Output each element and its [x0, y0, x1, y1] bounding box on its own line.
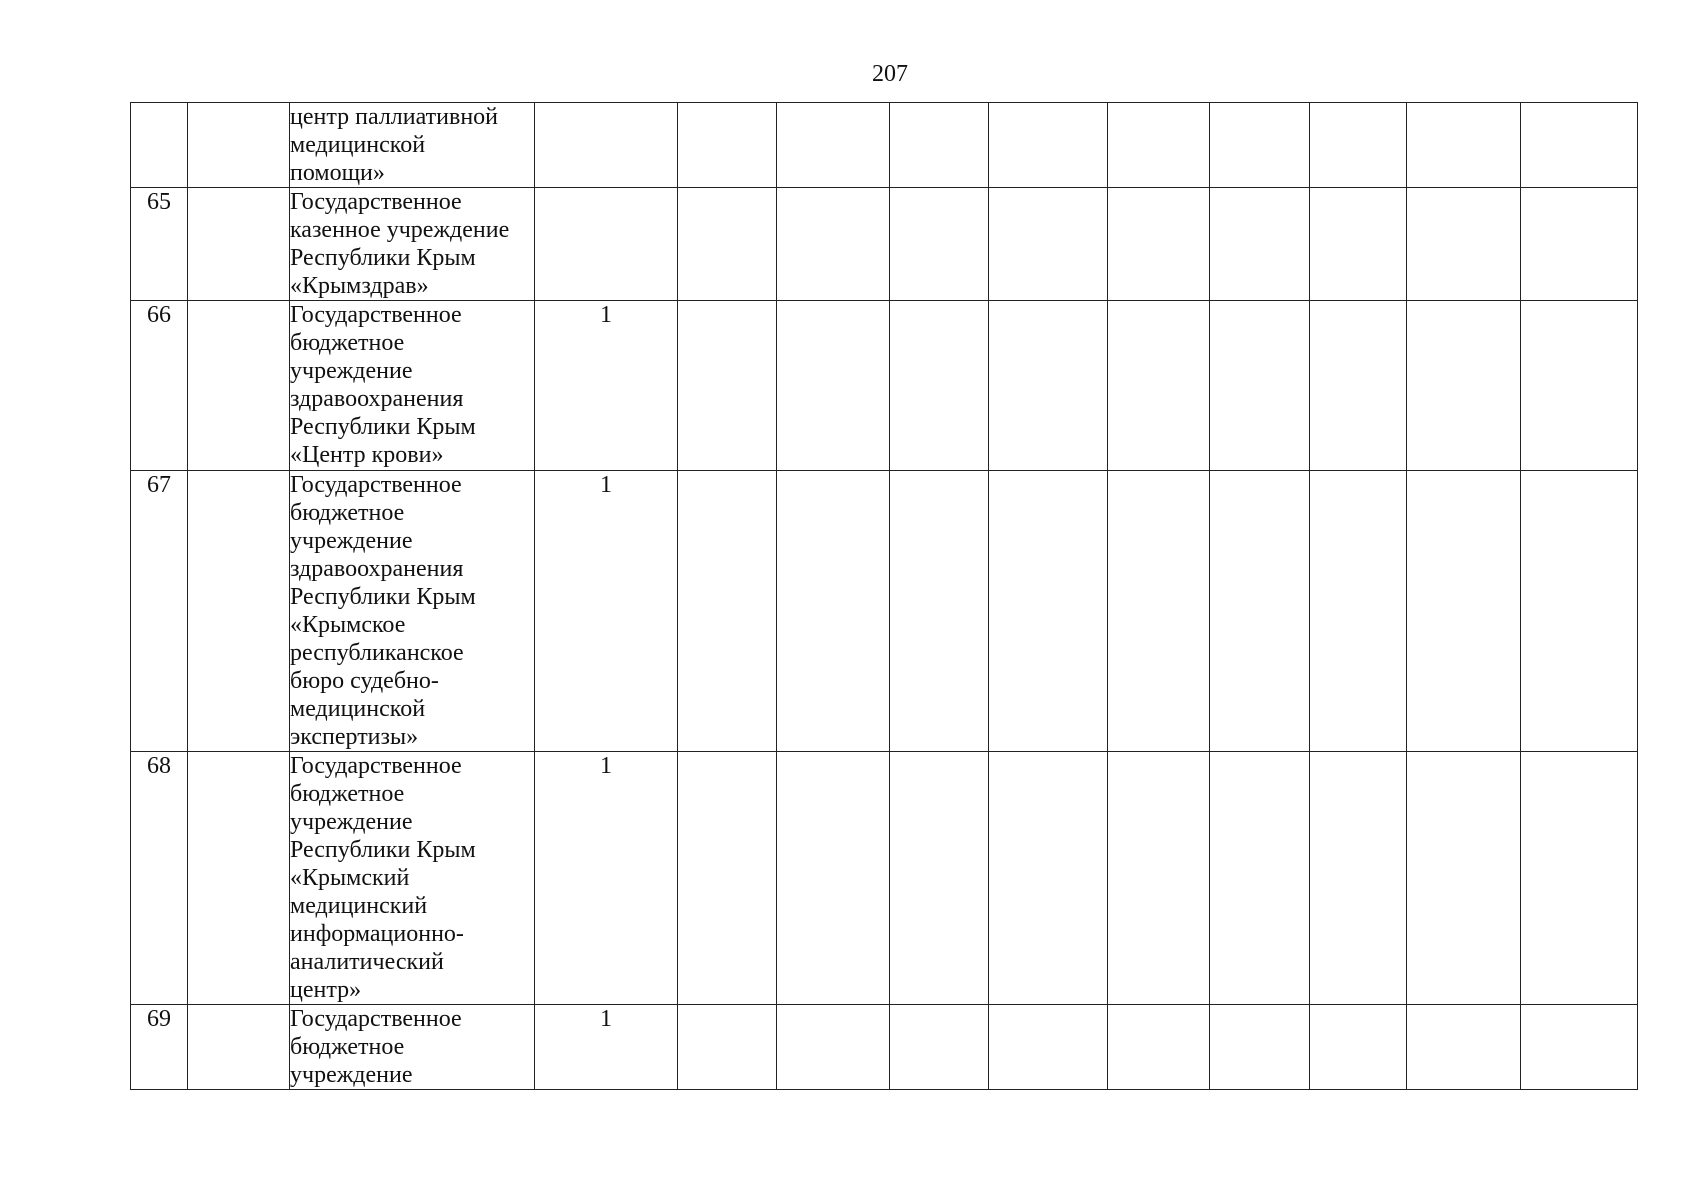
table-row	[131, 103, 1638, 188]
row-number: 67	[131, 471, 188, 752]
institution-name-line: Государственное	[290, 302, 462, 328]
empty-cell	[890, 188, 989, 301]
institution-name-line: учреждение	[290, 528, 413, 554]
empty-cell	[1407, 471, 1521, 752]
institution-name-line: центр»	[290, 977, 362, 1003]
quantity-cell	[535, 103, 678, 188]
institution-name-line: информационно-	[290, 921, 464, 947]
institution-name-line: здравоохранения	[290, 556, 464, 582]
empty-cell	[1521, 471, 1638, 752]
empty-cell	[890, 301, 989, 471]
table-row	[131, 1005, 1638, 1090]
quantity-cell: 1	[535, 752, 678, 1005]
page-number: 207	[872, 61, 908, 87]
empty-cell	[1521, 752, 1638, 1005]
table-row	[131, 188, 1638, 301]
institution-name	[290, 471, 535, 752]
institution-name-line: бюро судебно-	[290, 668, 439, 694]
empty-cell	[1210, 103, 1310, 188]
institution-name-line: Государственное	[290, 189, 462, 215]
empty-cell	[890, 103, 989, 188]
row-number: 66	[131, 301, 188, 471]
empty-cell	[1407, 103, 1521, 188]
empty-cell	[1210, 752, 1310, 1005]
quantity-cell: 1	[535, 301, 678, 471]
empty-cell	[777, 103, 890, 188]
institution-name	[290, 752, 535, 1005]
institution-name-line: экспертизы»	[290, 724, 419, 750]
institution-name-line: центр паллиативной	[290, 104, 499, 130]
row-number: 68	[131, 752, 188, 1005]
empty-cell	[678, 1005, 777, 1090]
quantity-cell	[535, 188, 678, 301]
empty-cell	[678, 471, 777, 752]
institution-name-line: «Крымское	[290, 612, 406, 638]
institution-name-line: казенное учреждение	[290, 217, 510, 243]
institution-name-line: Государственное	[290, 753, 462, 779]
empty-cell	[1108, 1005, 1210, 1090]
institution-name-line: бюджетное	[290, 1034, 405, 1060]
institution-name-line: медицинской	[290, 696, 426, 722]
empty-cell	[1310, 188, 1407, 301]
empty-cell	[188, 103, 290, 188]
institution-name-line: бюджетное	[290, 330, 405, 356]
empty-cell	[890, 471, 989, 752]
empty-cell	[989, 1005, 1108, 1090]
quantity-cell: 1	[535, 471, 678, 752]
empty-cell	[678, 188, 777, 301]
empty-cell	[1310, 471, 1407, 752]
institution-name-line: бюджетное	[290, 781, 405, 807]
institution-name-line: здравоохранения	[290, 386, 464, 412]
empty-cell	[678, 103, 777, 188]
institution-name-line: «Крымский	[290, 865, 410, 891]
empty-cell	[1108, 103, 1210, 188]
empty-cell	[777, 1005, 890, 1090]
empty-cell	[678, 301, 777, 471]
institution-name-line: «Крымздрав»	[290, 273, 429, 299]
institution-name	[290, 103, 535, 188]
institution-name-line: Государственное	[290, 472, 462, 498]
institution-name-line: помощи»	[290, 160, 385, 186]
empty-cell	[1310, 103, 1407, 188]
institution-name-line: аналитический	[290, 949, 444, 975]
empty-cell	[890, 1005, 989, 1090]
empty-cell	[989, 471, 1108, 752]
table-row	[131, 752, 1638, 1005]
empty-cell	[1210, 188, 1310, 301]
empty-cell	[1210, 1005, 1310, 1090]
empty-cell	[1310, 301, 1407, 471]
empty-cell	[1521, 301, 1638, 471]
empty-cell	[777, 471, 890, 752]
row-number: 65	[131, 188, 188, 301]
empty-cell	[777, 752, 890, 1005]
empty-cell	[1521, 103, 1638, 188]
institution-name	[290, 1005, 535, 1090]
institution-name-line: Республики Крым	[290, 414, 476, 440]
empty-cell	[188, 1005, 290, 1090]
institution-name-line: медицинской	[290, 132, 426, 158]
empty-cell	[678, 752, 777, 1005]
empty-cell	[188, 188, 290, 301]
empty-cell	[1310, 1005, 1407, 1090]
institution-name-line: учреждение	[290, 1062, 413, 1088]
institution-name	[290, 188, 535, 301]
institution-name-line: учреждение	[290, 809, 413, 835]
institution-name	[290, 301, 535, 471]
empty-cell	[1108, 752, 1210, 1005]
table-row	[131, 301, 1638, 471]
empty-cell	[1407, 1005, 1521, 1090]
empty-cell	[1210, 301, 1310, 471]
empty-cell	[989, 188, 1108, 301]
row-number	[131, 103, 188, 188]
institution-name-line: Республики Крым	[290, 584, 476, 610]
empty-cell	[1108, 301, 1210, 471]
empty-cell	[1521, 1005, 1638, 1090]
empty-cell	[188, 752, 290, 1005]
table-row	[131, 471, 1638, 752]
empty-cell	[989, 103, 1108, 188]
empty-cell	[777, 188, 890, 301]
quantity-cell: 1	[535, 1005, 678, 1090]
institution-name-line: республиканское	[290, 640, 464, 666]
row-number: 69	[131, 1005, 188, 1090]
empty-cell	[1108, 188, 1210, 301]
institution-name-line: «Центр крови»	[290, 442, 444, 468]
institution-name-line: Республики Крым	[290, 245, 476, 271]
empty-cell	[1310, 752, 1407, 1005]
empty-cell	[890, 752, 989, 1005]
empty-cell	[989, 752, 1108, 1005]
empty-cell	[1108, 471, 1210, 752]
registry-table	[130, 102, 1638, 1090]
empty-cell	[1210, 471, 1310, 752]
institution-name-line: бюджетное	[290, 500, 405, 526]
institution-name-line: учреждение	[290, 358, 413, 384]
empty-cell	[188, 471, 290, 752]
empty-cell	[1407, 188, 1521, 301]
empty-cell	[1407, 301, 1521, 471]
empty-cell	[1407, 752, 1521, 1005]
empty-cell	[188, 301, 290, 471]
empty-cell	[1521, 188, 1638, 301]
institution-name-line: Республики Крым	[290, 837, 476, 863]
institution-name-line: медицинский	[290, 893, 428, 919]
institution-name-line: Государственное	[290, 1006, 462, 1032]
empty-cell	[777, 301, 890, 471]
empty-cell	[989, 301, 1108, 471]
